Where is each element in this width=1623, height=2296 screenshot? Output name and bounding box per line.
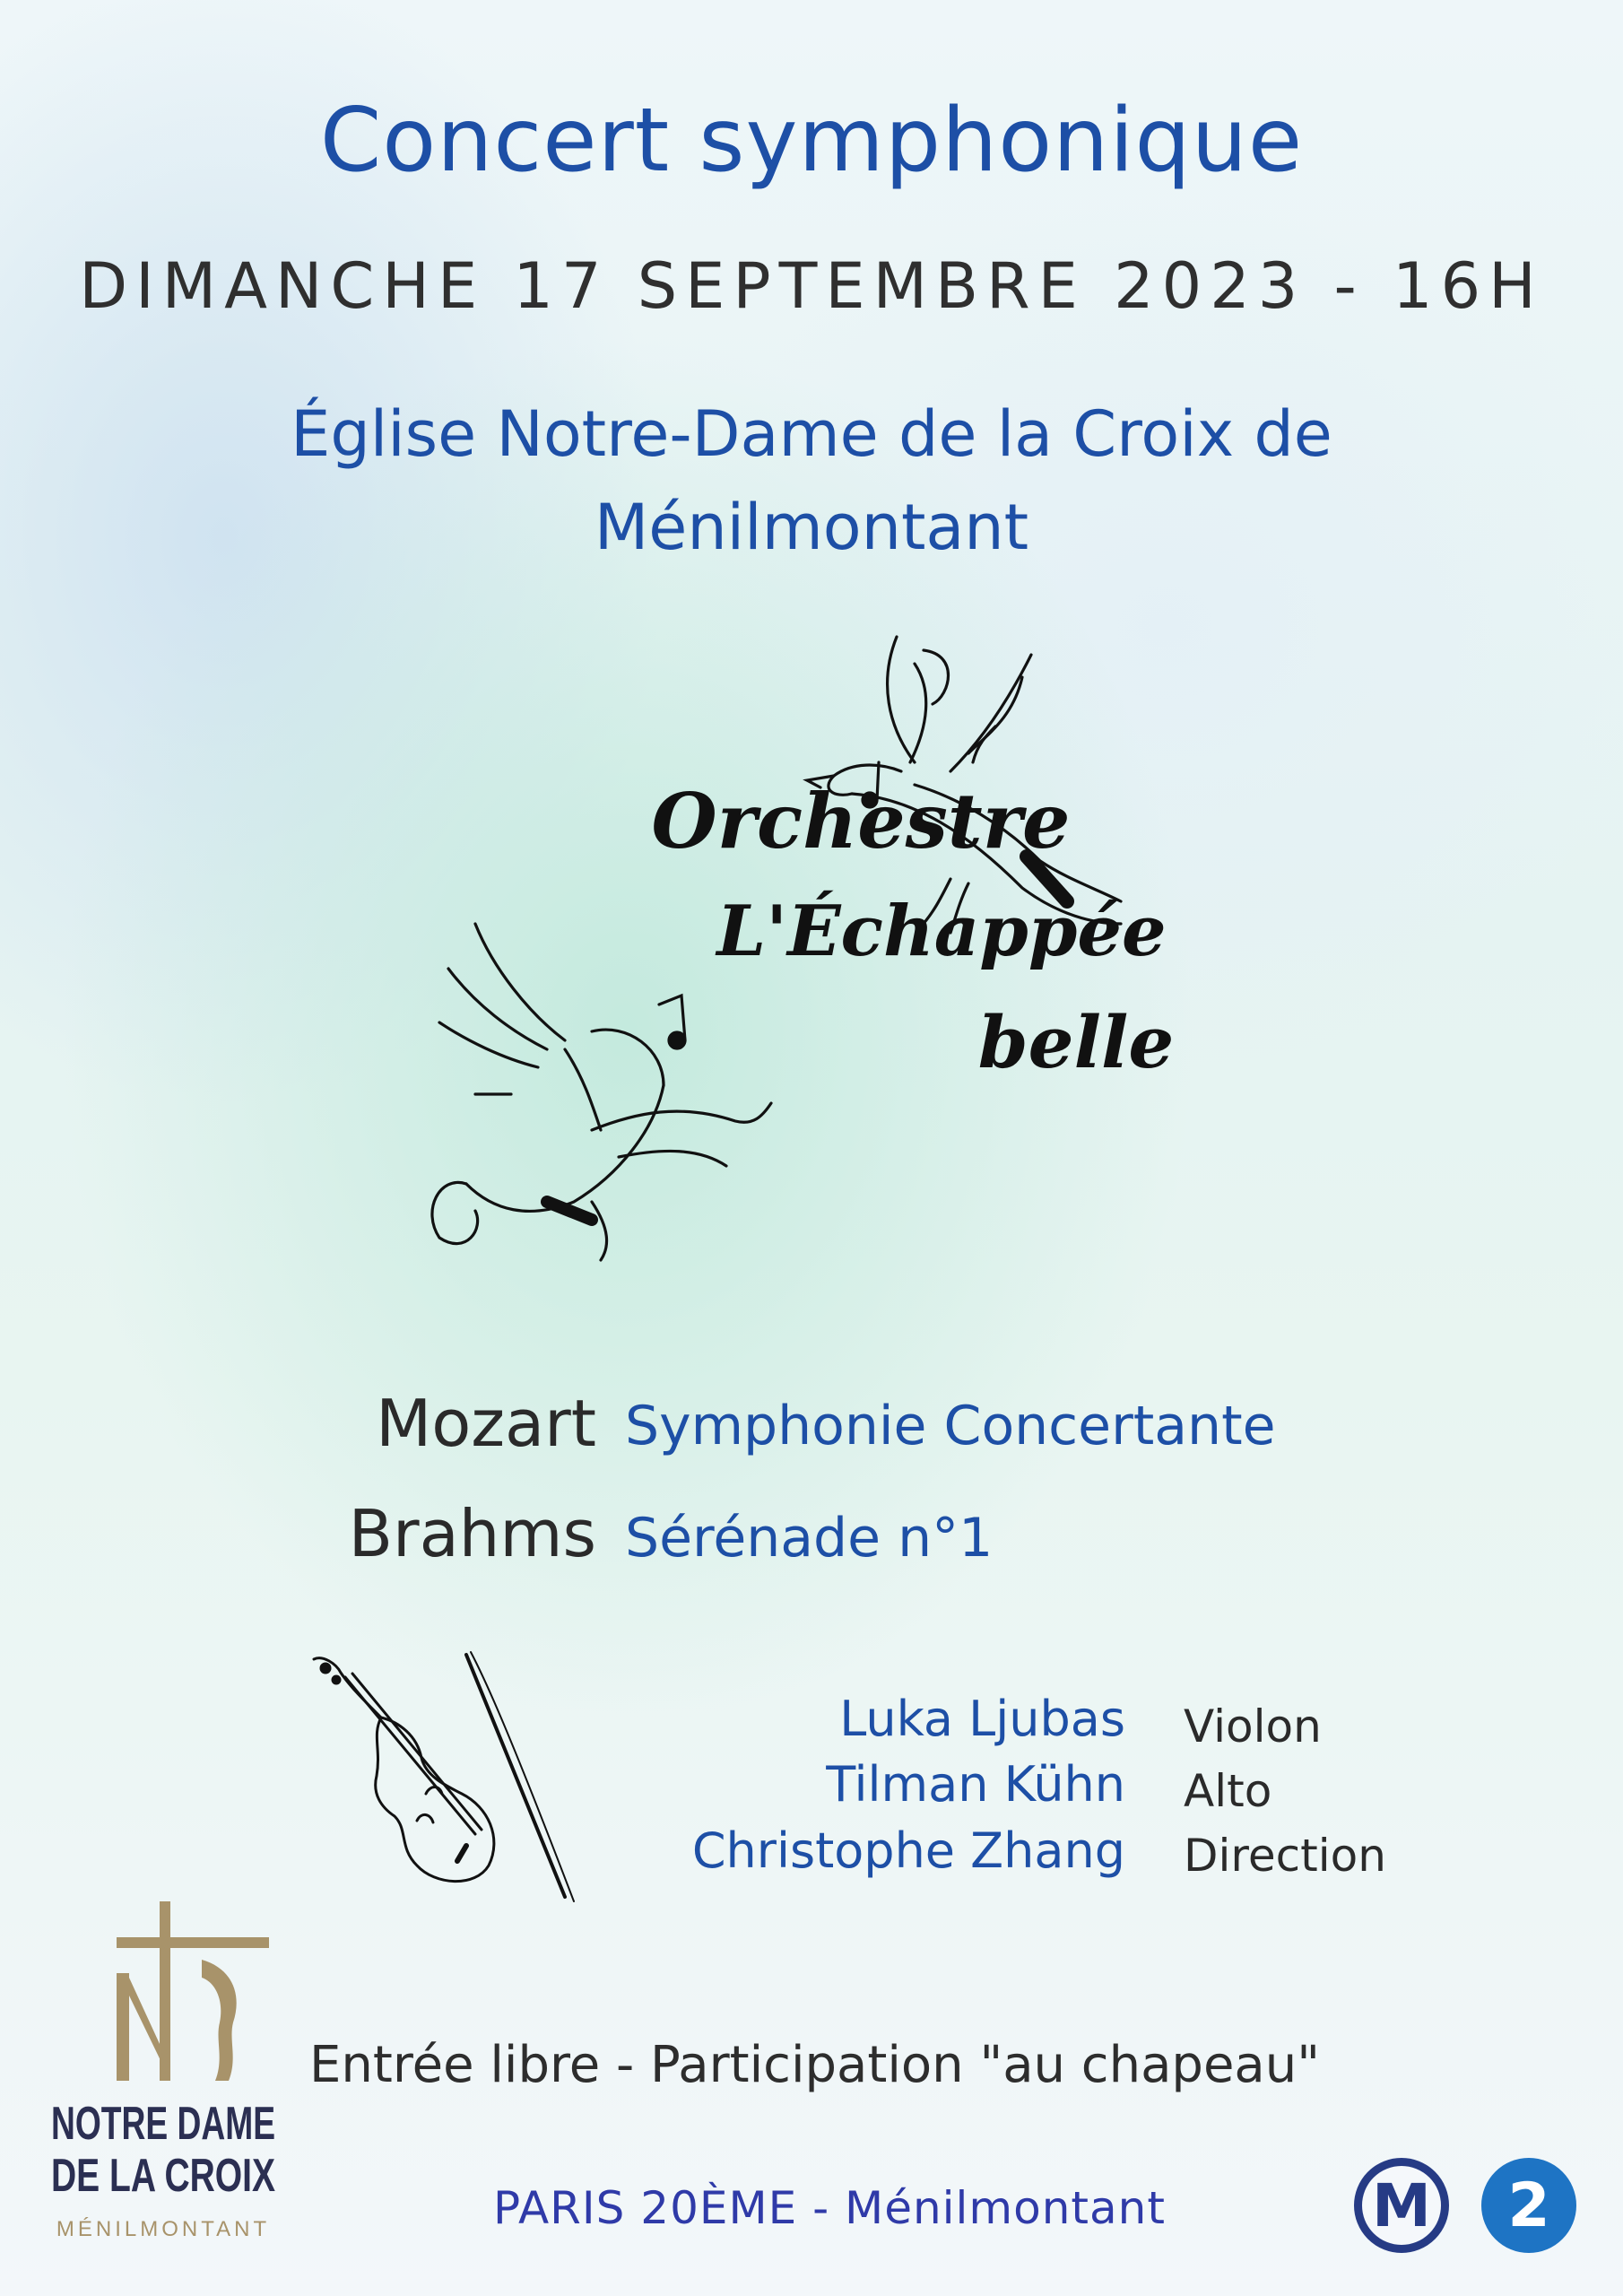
entry-info: Entrée libre - Participation "au chapeau": [309, 2036, 1320, 2094]
location: PARIS 20ÈME - Ménilmontant: [493, 2182, 1166, 2234]
musician-luka-ljubas: Luka Ljubas: [839, 1691, 1125, 1747]
orchestra-name-line-1: Orchestre: [651, 777, 1071, 865]
work-symphonie-concertante: Symphonie Concertante: [625, 1395, 1276, 1457]
violin-icon: [309, 1650, 596, 1910]
concert-title: Concert symphonique: [319, 90, 1304, 192]
role-direction: Direction: [1184, 1830, 1386, 1882]
venue: [0, 387, 1623, 574]
role-violon: Violon: [1184, 1700, 1322, 1752]
concert-date: DIMANCHE 17 SEPTEMBRE 2023 - 16H: [79, 249, 1544, 323]
metro-logo-icon: [1354, 2158, 1449, 2253]
orchestra-logo: [412, 628, 1219, 1274]
church-logo-line-1: NOTRE DAME: [51, 2098, 275, 2150]
orchestra-name-line-2: L'Échappée: [716, 891, 1167, 972]
metro-line-2-icon: [1481, 2158, 1576, 2253]
musician-tilman-kuhn: Tilman Kühn: [826, 1756, 1125, 1813]
musician-christophe-zhang: Christophe Zhang: [691, 1822, 1125, 1879]
composer-brahms: Brahms: [348, 1496, 596, 1571]
work-serenade: Sérénade n°1: [625, 1507, 994, 1570]
venue-line-2: Ménilmontant: [594, 491, 1029, 564]
church-logo-line-3: MÉNILMONTANT: [56, 2217, 271, 2241]
church-logo-line-2: DE LA CROIX: [51, 2150, 276, 2202]
metro-line-number: 2: [1507, 2170, 1550, 2241]
composer-mozart: Mozart: [376, 1386, 596, 1461]
role-alto: Alto: [1184, 1765, 1272, 1817]
metro-letter: M: [1372, 2170, 1431, 2240]
orchestra-name-line-3: belle: [977, 1000, 1175, 1084]
cross-monogram-icon: [117, 1901, 269, 2081]
venue-line-1: Église Notre-Dame de la Croix de: [291, 397, 1332, 471]
church-logo: [45, 1897, 287, 2256]
